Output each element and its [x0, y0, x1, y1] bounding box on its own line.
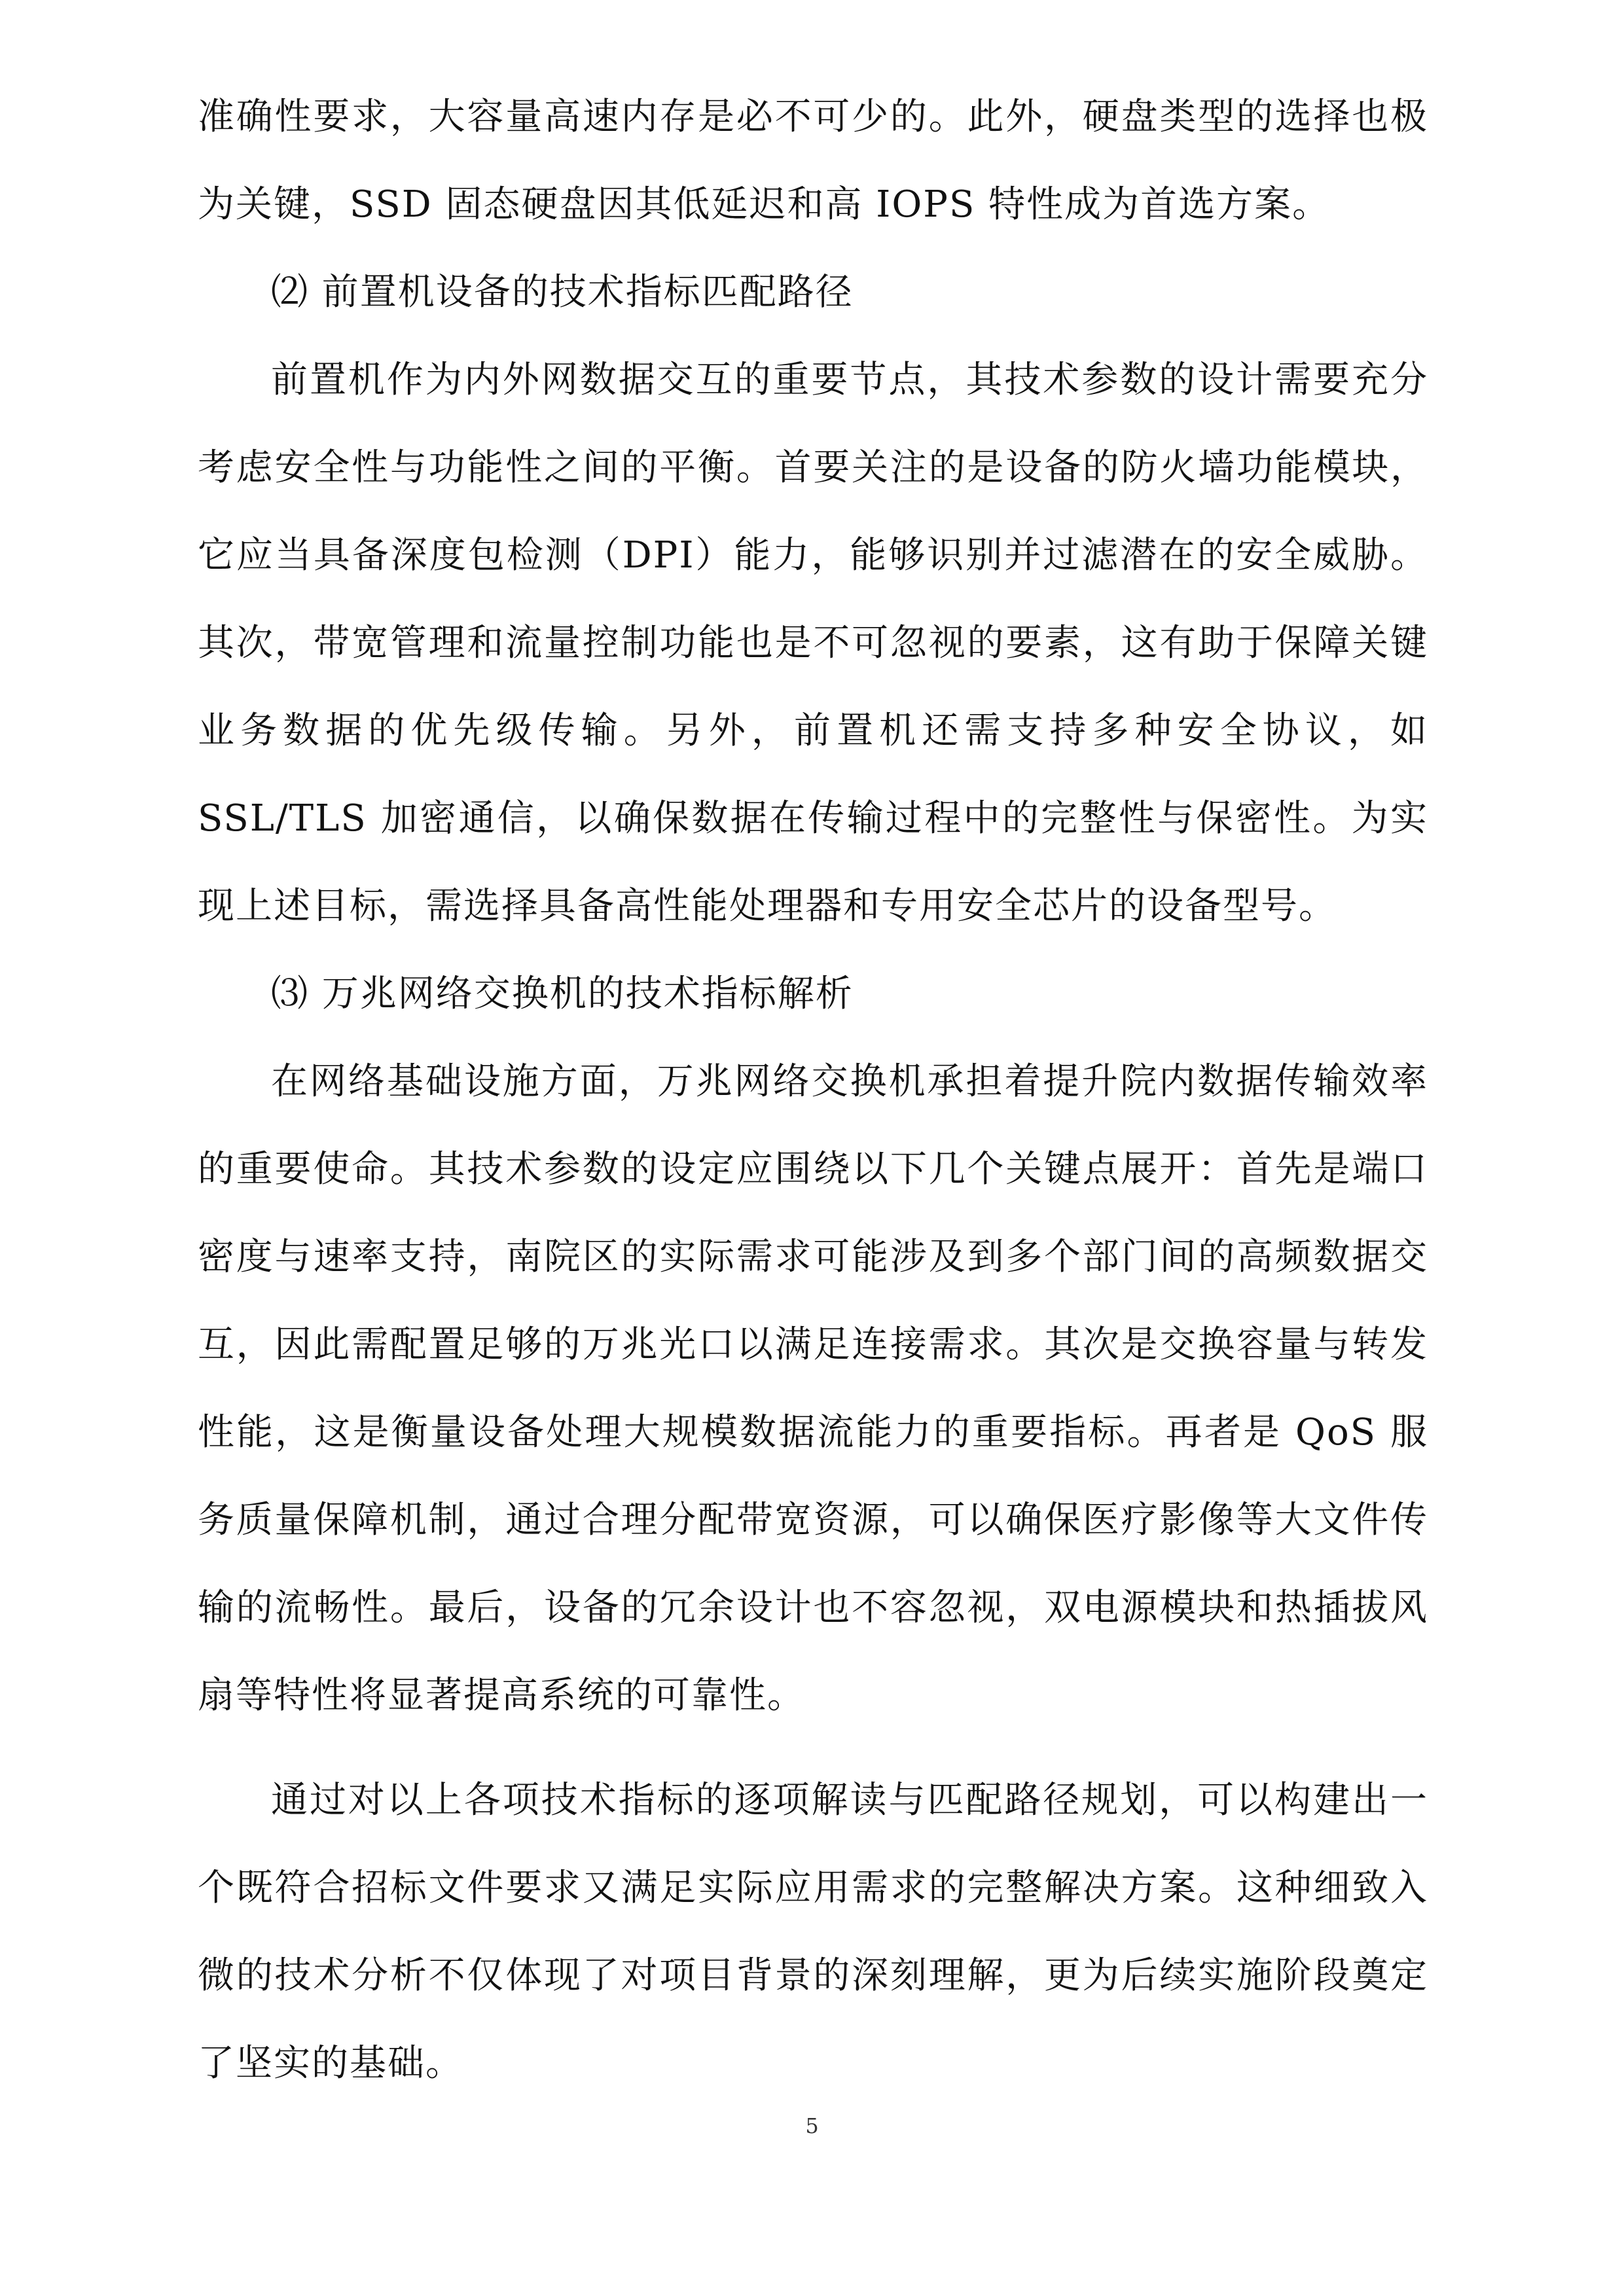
paragraph-continuation: 准确性要求，大容量高速内存是必不可少的。此外，硬盘类型的选择也极为关键，SSD 固态硬盘因其低延迟和高 IOPS 特性成为首选方案。: [198, 96, 1428, 226]
paragraph-front-end-server: 前置机作为内外网数据交互的重要节点，其技术参数的设计需要充分考虑安全性与功能性之间的平衡。首要关注的是设备的防火墙功能模块，它应当具备深度包检测（DPI）能力，能够识别并过滤潜在的安全威胁。其次，带宽管理和流量控制功能也是不可忽视的要素，这有助于保障关键业务数据的优先级传输。另外，前置机还需支持多种安全协议，如 SSL/TLS 加密通信，以确保数据在传输过程中的完整性与保密性。为实现上述目标，需选择具备高性能处理器和专用安全芯片的设备型号。: [198, 359, 1428, 927]
section-heading-2: ⑵ 前置机设备的技术指标匹配路径: [271, 271, 854, 314]
section-heading-3: ⑶ 万兆网络交换机的技术指标解析: [271, 973, 854, 1015]
page-number: 5: [805, 2113, 819, 2138]
paragraph-conclusion: 通过对以上各项技术指标的逐项解读与匹配路径规划，可以构建出一个既符合招标文件要求又满足实际应用需求的完整解决方案。这种细致入微的技术分析不仅体现了对项目背景的深刻理解，更为后续实施阶段奠定了坚实的基础。: [198, 1779, 1428, 2085]
paragraph-gap: [198, 1740, 1428, 1757]
paragraph-switch: 在网络基础设施方面，万兆网络交换机承担着提升院内数据传输效率的重要使命。其技术参数的设定应围绕以下几个关键点展开：首先是端口密度与速率支持，南院区的实际需求可能涉及到多个部门间的高频数据交互，因此需配置足够的万兆光口以满足连接需求。其次是交换容量与转发性能，这是衡量设备处理大规模数据流能力的重要指标。再者是 QoS 服务质量保障机制，通过合理分配带宽资源，可以确保医疗影像等大文件传输的流畅性。最后，设备的冗余设计也不容忽视，双电源模块和热插拔风扇等特性将显著提高系统的可靠性。: [198, 1060, 1428, 1717]
page-body: [198, 73, 1428, 2108]
